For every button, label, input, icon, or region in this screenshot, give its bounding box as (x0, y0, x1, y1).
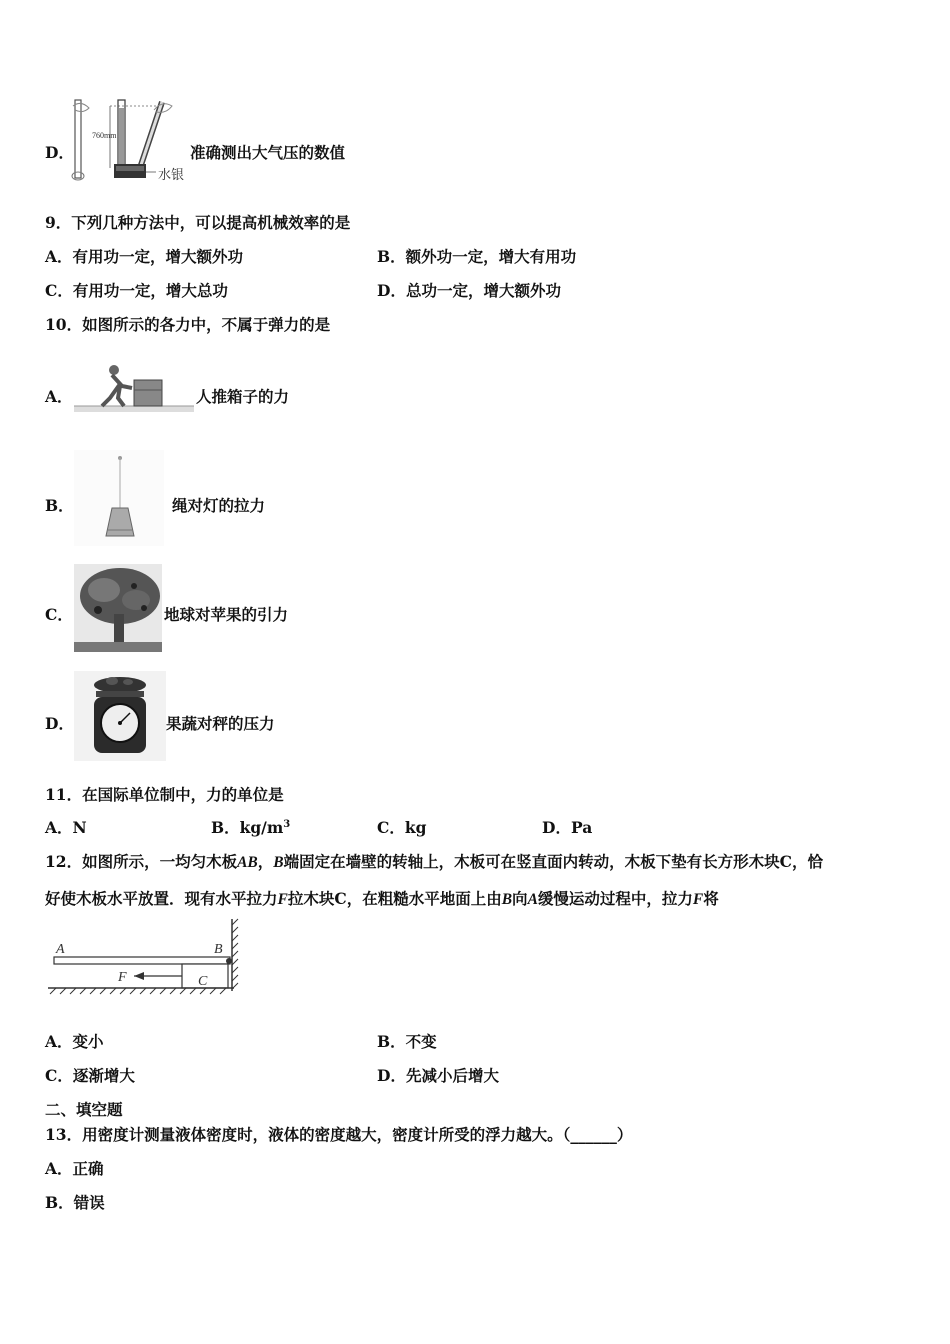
q9-option-a[interactable] (45, 245, 243, 267)
q11-option-c[interactable] (377, 816, 426, 838)
person-pushing-box-image (74, 362, 194, 414)
q12-option-d[interactable] (377, 1064, 499, 1086)
option-letter: C． (377, 818, 405, 837)
option-text: Pa (570, 818, 593, 837)
q8-option-d-letter: D． (45, 143, 74, 162)
q13-option-a[interactable] (45, 1157, 104, 1179)
option-text: kg/m (239, 818, 284, 837)
text-run: 将 (703, 889, 719, 908)
q12-option-a[interactable] (45, 1030, 104, 1052)
option-letter: B． (211, 818, 240, 837)
label-f: F (118, 970, 127, 985)
text-run: 向 (512, 889, 528, 908)
q12-stem-line1 (45, 850, 823, 872)
label-a: A (56, 942, 65, 957)
option-letter: D． (377, 1066, 406, 1085)
option-letter: A． (45, 247, 73, 266)
q8-option-d-text: 准确测出大气压的数值 (190, 143, 346, 162)
var-f: F (692, 891, 704, 908)
q10-option-b-letter[interactable]: B． (45, 496, 74, 515)
option-letter: B． (377, 1032, 406, 1051)
option-text: 额外功一定，增大有用功 (405, 247, 577, 266)
option-text: 变小 (72, 1032, 104, 1051)
q9-stem: 9．下列几种方法中，可以提高机械效率的是 (45, 213, 351, 232)
option-letter: B． (377, 247, 406, 266)
q10-option-b-text: 绳对灯的拉力 (172, 496, 266, 515)
option-letter: A． (45, 1032, 73, 1051)
option-text: 逐渐增大 (72, 1066, 135, 1085)
option-text: N (72, 818, 87, 837)
option-text: 先减小后增大 (405, 1066, 499, 1085)
var-ab: AB (237, 854, 258, 871)
section-title: 二、填空题 (45, 1100, 123, 1119)
option-letter: C． (45, 1066, 73, 1085)
q9-option-d[interactable] (377, 279, 561, 301)
q11-stem: 11．在国际单位制中，力的单位是 (45, 785, 284, 804)
label-mercury: 水银 (158, 168, 185, 183)
option-text: 不变 (405, 1032, 437, 1051)
var-b: B (273, 854, 284, 871)
option-letter: D． (542, 818, 571, 837)
option-text: kg (404, 818, 427, 837)
q11-option-a[interactable] (45, 816, 87, 838)
q10-stem: 10．如图所示的各力中，不属于弹力的是 (45, 315, 331, 334)
text-run: 好使木板水平放置．现有水平拉力 (45, 889, 278, 908)
q11-option-b[interactable] (211, 816, 290, 838)
text-run: ， (257, 852, 274, 871)
option-text: 总功一定，增大额外功 (405, 281, 561, 300)
apple-tree-image (74, 564, 162, 652)
q10-option-c-letter[interactable]: C． (45, 605, 73, 624)
label-c: C (198, 974, 208, 989)
option-text: 错误 (73, 1193, 105, 1212)
option-sup: 3 (283, 818, 291, 830)
q13-option-b[interactable] (45, 1191, 105, 1213)
hanging-lamp-image (74, 450, 164, 546)
option-text: 有用功一定，增大额外功 (72, 247, 244, 266)
option-text: 正确 (72, 1159, 104, 1178)
label-b: B (214, 942, 223, 957)
option-letter: D． (377, 281, 406, 300)
q10-option-d-text: 果蔬对秤的压力 (166, 714, 275, 733)
var-b: B (501, 891, 513, 908)
q10-option-a-letter[interactable]: A． (45, 387, 73, 406)
q13-stem: 13．用密度计测量液体密度时，液体的密度越大，密度计所受的浮力越大。（______） (45, 1125, 633, 1144)
q11-option-d[interactable] (542, 816, 592, 838)
text-run: 拉木块C，在粗糙水平地面上由 (287, 889, 502, 908)
option-letter: A． (45, 1159, 73, 1178)
var-f: F (277, 891, 288, 908)
q9-option-c[interactable] (45, 279, 228, 301)
option-letter: A． (45, 818, 73, 837)
q12-stem-line2 (45, 887, 719, 909)
q10-option-c-text: 地球对苹果的引力 (164, 605, 289, 624)
option-letter: B． (45, 1193, 74, 1212)
text-run: 端固定在墙壁的转轴上，木板可在竖直面内转动，木板下垫有长方形木块C，恰 (283, 852, 823, 871)
label-760mm: 760mm (92, 131, 117, 140)
option-text: 有用功一定，增大总功 (72, 281, 228, 300)
q10-option-d-letter[interactable]: D． (45, 714, 74, 733)
text-run: 12．如图所示，一均匀木板 (45, 852, 238, 871)
q12-option-b[interactable] (377, 1030, 437, 1052)
board-block-diagram (44, 915, 240, 997)
option-letter: C． (45, 281, 73, 300)
var-a: A (527, 891, 538, 908)
q9-option-b[interactable] (377, 245, 576, 267)
q10-option-a-text: 人推箱子的力 (196, 387, 290, 406)
text-run: 缓慢运动过程中，拉力 (537, 889, 693, 908)
q12-option-c[interactable] (45, 1064, 135, 1086)
kitchen-scale-image (74, 671, 166, 761)
